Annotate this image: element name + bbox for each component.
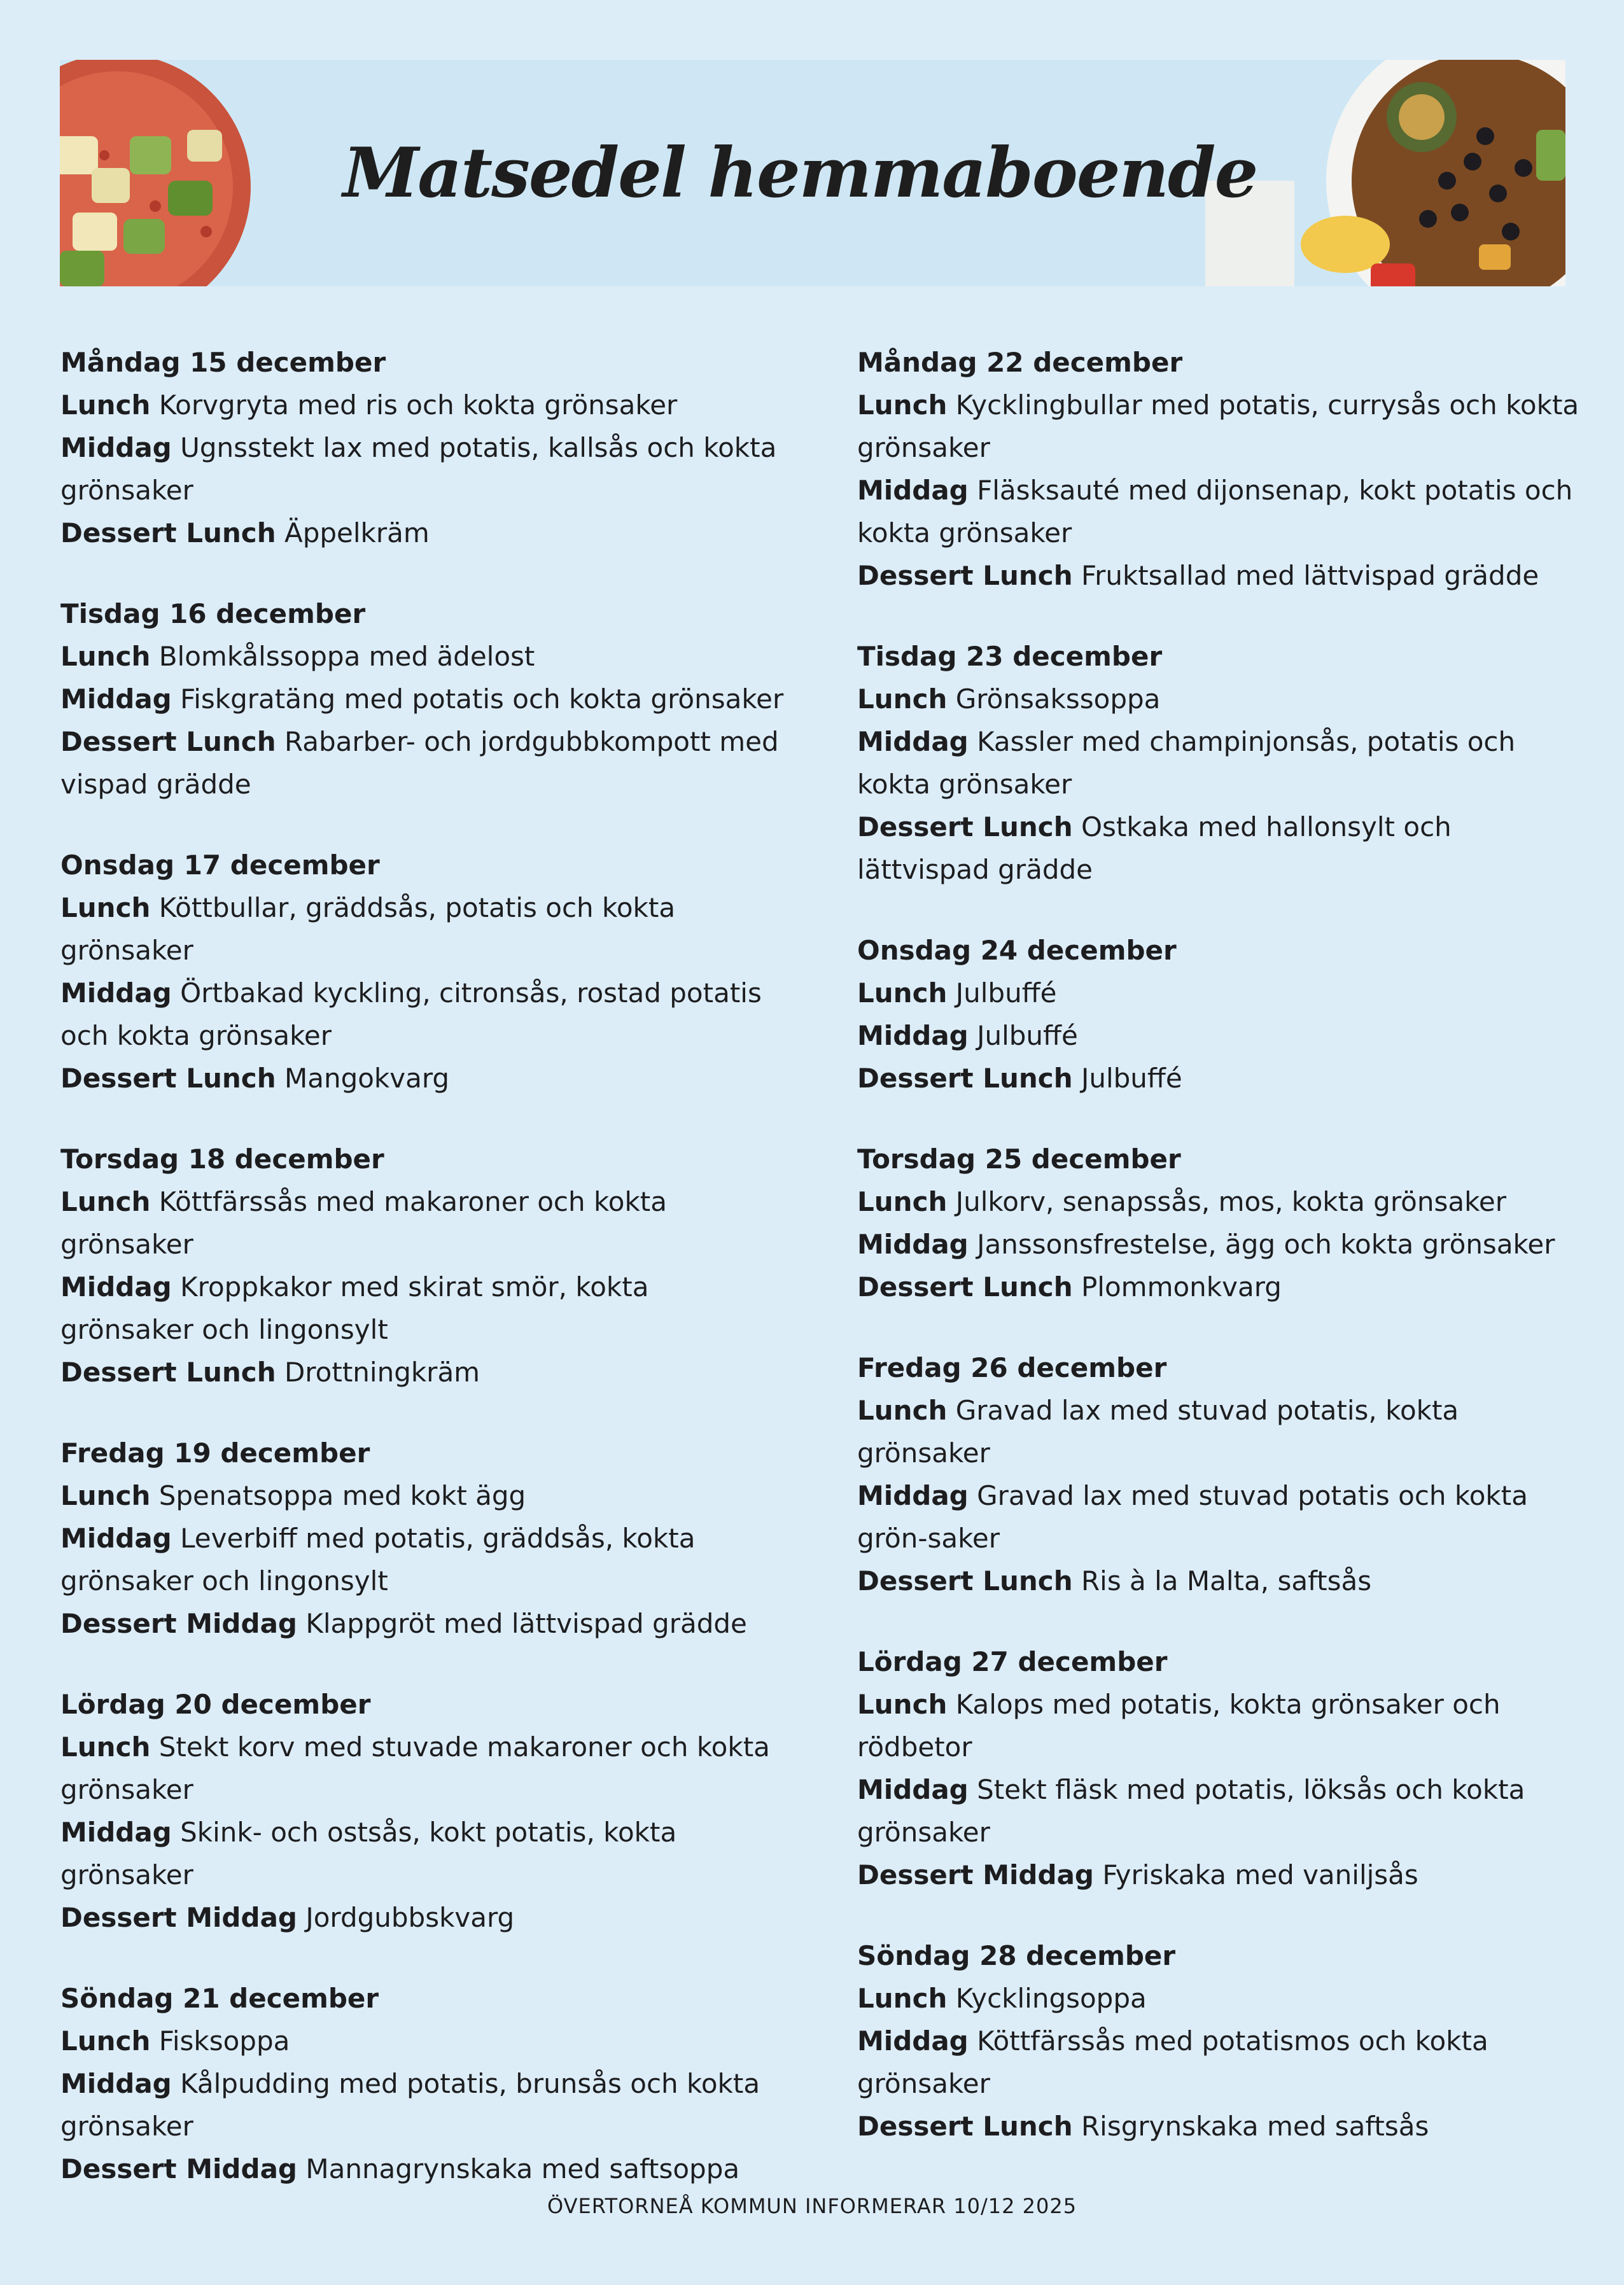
meal-dish: Stekt korv med stuvade makaroner och kokta grönsaker [60,1731,770,1805]
meal-line [60,1602,786,1645]
meal-label: Dessert Lunch [60,517,276,549]
page-title: Matsedel hemmaboende [342,133,1257,213]
meal-line [60,1726,786,1811]
meal-dish: Risgrynskaka med saftsås [1081,2111,1429,2142]
meal-dish: Fiskgratäng med potatis och kokta grönsaker [180,683,784,715]
meal-label: Lunch [60,389,151,421]
meal-line [857,1057,1583,1100]
meal-line [857,1223,1583,1266]
meal-label: Lunch [60,1731,151,1763]
meal-label: Lunch [857,389,948,421]
meal-line [60,678,786,720]
meal-dish: Köttbullar, gräddsås, potatis och kokta grönsaker [60,892,676,966]
day-title: Onsdag 17 december [60,849,380,881]
meal-dish: Mangokvarg [284,1063,450,1094]
day-block [857,1640,1583,1896]
meal-line [60,972,786,1057]
meal-line [60,1474,786,1517]
meal-dish: Julbuffé [955,977,1057,1009]
day-block [60,844,786,1100]
meal-dish: Kålpudding med potatis, brunsås och kokta grönsaker [60,2068,760,2142]
footer-text: ÖVERTORNEÅ KOMMUN INFORMERAR 10/12 2025 [547,2194,1077,2218]
meal-label: Dessert Lunch [60,1063,276,1094]
day-block [857,341,1583,597]
meal-label: Lunch [60,641,151,672]
meal-dish: Julkorv, senapssås, mos, kokta grönsaker [955,1186,1507,1217]
meal-dish: Kassler med champinjonsås, potatis och kokta grönsaker [857,726,1516,800]
meal-label: Dessert Lunch [857,1271,1073,1303]
meal-label: Lunch [60,892,151,923]
meal-line [60,886,786,972]
meal-label: Lunch [60,2025,151,2057]
meal-label: Middag [60,683,172,715]
meal-label: Dessert Lunch [857,1063,1073,1094]
meal-dish: Fläsksauté med dijonsenap, kokt potatis och kokta grönsaker [857,475,1573,549]
meal-dish: Fruktsallad med lättvispad grädde [1081,560,1539,591]
meal-label: Dessert Lunch [857,2111,1073,2142]
meal-dish: Drottningkräm [284,1357,480,1388]
meal-line [857,2020,1583,2105]
meal-line [857,1854,1583,1896]
meal-label: Middag [857,1774,969,1805]
header-banner [60,60,1565,286]
meal-label: Dessert Lunch [857,1565,1073,1597]
meal-label: Lunch [857,1186,948,1217]
meal-label: Lunch [60,1480,151,1511]
day-block [857,635,1583,891]
meal-line [60,512,786,554]
meal-line [60,1517,786,1602]
right-menu-column [857,341,1583,2186]
meal-line [857,1474,1583,1560]
meal-dish: Blomkålssoppa med ädelost [158,641,535,672]
meal-dish: Köttfärssås med potatismos och kokta grönsaker [857,2025,1488,2099]
day-title: Måndag 15 december [60,347,386,378]
meal-label: Lunch [60,1186,151,1217]
meal-line [857,1683,1583,1768]
meal-line [60,1351,786,1394]
meal-dish: Jordgubbskvarg [305,1902,515,1933]
meal-line [857,1560,1583,1602]
meal-label: Dessert Lunch [857,560,1073,591]
meal-label: Lunch [857,683,948,715]
meal-line [857,2105,1583,2148]
meal-label: Middag [60,1817,172,1848]
meal-label: Lunch [857,1395,948,1426]
meal-line [60,384,786,426]
day-title: Söndag 21 december [60,1983,379,2014]
day-title: Fredag 26 december [857,1352,1167,1383]
meal-dish: Klappgröt med lättvispad grädde [305,1608,747,1639]
meal-dish: Janssonsfrestelse, ägg och kokta grönsaker [977,1229,1555,1260]
meal-line [857,806,1583,891]
day-title: Söndag 28 december [857,1940,1176,1971]
day-block [857,929,1583,1100]
meal-label: Middag [857,726,969,757]
meal-line [857,678,1583,720]
meal-label: Middag [60,1523,172,1554]
meal-line [857,554,1583,597]
meal-label: Middag [857,2025,969,2057]
day-title: Lördag 27 december [857,1646,1168,1677]
day-block [60,1683,786,1939]
meal-label: Dessert Middag [60,2153,297,2184]
meal-line [857,469,1583,554]
meal-dish: Örtbakad kyckling, citronsås, rostad potatis och kokta grönsaker [60,977,762,1051]
meal-dish: Kalops med potatis, kokta grönsaker och rödbetor [857,1689,1501,1763]
meal-label: Dessert Lunch [60,1357,276,1388]
meal-dish: Mannagrynskaka med saftsoppa [305,2153,740,2184]
day-block [60,592,786,806]
meal-line [857,1389,1583,1474]
meal-line [60,720,786,806]
meal-line [60,2148,786,2190]
meal-label: Middag [60,977,172,1009]
day-block [857,1138,1583,1308]
meal-dish: Korvgryta med ris och kokta grönsaker [158,389,678,421]
meal-dish: Kycklingbullar med potatis, currysås och kokta grönsaker [857,389,1579,463]
meal-dish: Stekt fläsk med potatis, löksås och kokta grönsaker [857,1774,1525,1848]
meal-label: Dessert Lunch [857,811,1073,842]
meal-dish: Fisksoppa [158,2025,290,2057]
meal-dish: Plommonkvarg [1081,1271,1282,1303]
meal-line [60,1057,786,1100]
meal-dish: Skink- och ostsås, kokt potatis, kokta grönsaker [60,1817,677,1890]
meal-label: Lunch [857,1983,948,2014]
meal-dish: Leverbiff med potatis, gräddsås, kokta grönsaker och lingonsylt [60,1523,696,1597]
meal-line [857,384,1583,469]
meal-line [60,635,786,678]
meal-dish: Äppelkräm [284,517,430,549]
day-block [60,1432,786,1645]
day-title: Måndag 22 december [857,347,1183,378]
day-title: Torsdag 25 december [857,1143,1181,1175]
meal-dish: Gravad lax med stuvad potatis, kokta grönsaker [857,1395,1459,1469]
meal-dish: Fyriskaka med vaniljsås [1102,1859,1418,1890]
meal-label: Middag [60,1271,172,1303]
meal-label: Dessert Middag [857,1859,1094,1890]
meal-line [60,1811,786,1896]
left-menu-column [60,341,786,2228]
meal-dish: Kycklingsoppa [955,1983,1147,2014]
meal-label: Middag [857,475,969,506]
day-title: Lördag 20 december [60,1689,371,1720]
meal-label: Lunch [857,977,948,1009]
meal-dish: Ris à la Malta, saftsås [1081,1565,1372,1597]
meal-dish: Spenatsoppa med kokt ägg [158,1480,526,1511]
meal-label: Dessert Middag [60,1608,297,1639]
meal-dish: Julbuffé [977,1020,1078,1051]
day-block [60,1138,786,1394]
meal-label: Middag [60,2068,172,2099]
day-title: Torsdag 18 december [60,1143,384,1175]
day-title: Onsdag 24 december [857,935,1177,966]
meal-label: Dessert Lunch [60,726,276,757]
day-title: Tisdag 16 december [60,598,366,629]
meal-line [60,2020,786,2062]
day-block [60,1977,786,2190]
meal-line [857,1014,1583,1057]
meal-line [857,1266,1583,1308]
meal-label: Middag [60,432,172,463]
meal-dish: Rabarber- och jordgubbkompott med vispad grädde [60,726,779,800]
meal-label: Dessert Middag [60,1902,297,1933]
meal-line [60,426,786,512]
meal-label: Middag [857,1229,969,1260]
meal-label: Middag [857,1480,969,1511]
meal-line [60,1266,786,1351]
day-block [60,341,786,554]
meal-dish: Gravad lax med stuvad potatis och kokta grön-saker [857,1480,1528,1554]
meal-dish: Köttfärssås med makaroner och kokta grönsaker [60,1186,668,1260]
meal-dish: Julbuffé [1081,1063,1182,1094]
meal-line [857,720,1583,806]
meal-line [857,1977,1583,2020]
meal-line [60,2062,786,2148]
meal-line [60,1896,786,1939]
meal-line [857,972,1583,1014]
meal-label: Middag [857,1020,969,1051]
meal-line [857,1768,1583,1854]
meal-dish: Ugnsstekt lax med potatis, kallsås och kokta grönsaker [60,432,777,506]
day-block [857,1934,1583,2148]
meal-dish: Ostkaka med hallonsylt och lättvispad grädde [857,811,1452,885]
meal-dish: Grönsakssoppa [955,683,1161,715]
meal-label: Lunch [857,1689,948,1720]
meal-dish: Kroppkakor med skirat smör, kokta grönsaker och lingonsylt [60,1271,649,1345]
meal-line [60,1180,786,1266]
day-title: Tisdag 23 december [857,641,1163,672]
day-block [857,1346,1583,1602]
day-title: Fredag 19 december [60,1437,370,1469]
meal-line [857,1180,1583,1223]
